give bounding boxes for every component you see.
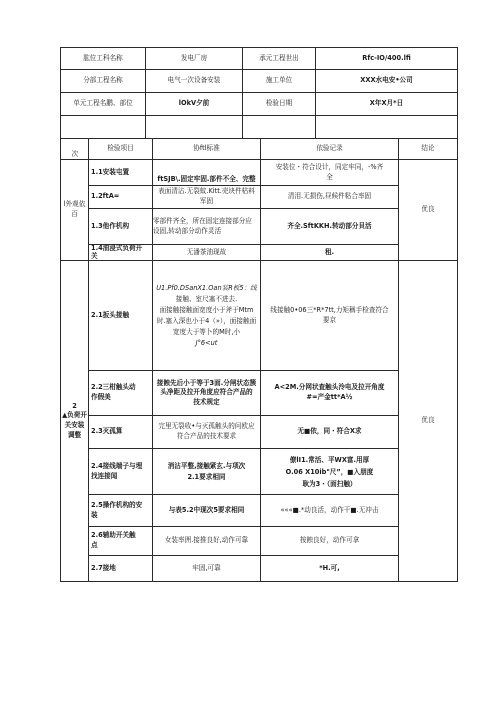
column-header-record: 依验记录 xyxy=(316,144,343,153)
contractor-label: 承元工程世出 xyxy=(259,53,299,62)
table-row-record: «««■.*动良活，动作干■.无冲击 xyxy=(280,505,379,514)
unit-project-value: 发电厂房 xyxy=(180,53,208,62)
table-row-item: 1.2ftA= xyxy=(91,192,120,201)
sub-project-value: 电气一次设备安装 xyxy=(167,76,221,85)
table-row-item: 1.3他作机构 xyxy=(91,221,130,230)
table-row-item: 1.1安装屯置 xyxy=(91,167,130,176)
table-row-item: 2.2三柑触头动 作假美 xyxy=(91,383,136,401)
inspection-form xyxy=(60,47,458,634)
table-row-record: 齐全.SftKKH.转动部分貝活 xyxy=(287,221,372,230)
contractor-value: Rfc-IO/400.lfi xyxy=(362,53,411,62)
table-row-standard: 表面清沾.无裂蚊.Kitt.売块件枯料 军固 xyxy=(158,187,255,205)
table-row-standard: 完里无裂收•与灭孤触头的问欧应 符合产品的技术要求 xyxy=(158,422,255,440)
table-row-record: *H.可, xyxy=(319,563,340,572)
column-header-standard: 协ftl标准 xyxy=(193,144,220,153)
table-row-record: 按蝕良好，动作可拿 xyxy=(299,536,360,545)
unit-name-value: lOkV夕前 xyxy=(178,99,210,108)
construction-unit-label: 施工单位 xyxy=(265,76,293,85)
table-row-record: 安装位・符合设计，同定牢同，-%齐 全 xyxy=(275,162,384,181)
table-row-item: 2.6辅助开关触 点 xyxy=(91,531,136,549)
inspection-date-value: X年X月*日 xyxy=(369,99,404,108)
table-row-standard: 接蝕先后小于等于3面.分闸状态簇 头净距及拉开角度应符合产品的 技术规定 xyxy=(156,378,257,406)
table-row-item: 2.7接地 xyxy=(91,563,116,572)
table-row-record: 线接触0•06三*R*7tt,力矩稱手检查符合 要京 xyxy=(270,305,389,324)
table-row-record: 无■依，同・符合X求 xyxy=(297,427,362,436)
table-row-item: 2.4接线端子与埋 找连接闻 xyxy=(91,461,143,480)
column-header-seq: 次 xyxy=(71,150,79,158)
column-header-item: 检验项目 xyxy=(107,144,134,153)
section-conclusion-appearance: 优良 xyxy=(421,205,435,214)
table-row-standard: 消沾平整,接触紧玄.与项次 2.1要求相同 xyxy=(167,461,246,481)
table-row-item: 1.4油浸式负荷开 关 xyxy=(91,245,143,260)
table-row-record: 清泪.无损伤,昼候件粘合率固 xyxy=(287,192,372,201)
section-category-load-switch: 2 ▲负荷开 关安装 调整 xyxy=(62,401,87,439)
inspection-date-label: 检验日期 xyxy=(265,99,293,108)
construction-unit-value: XXX水电安•公司 xyxy=(360,76,413,85)
table-row-item: 2.3灭孤算 xyxy=(91,427,123,436)
unit-project-label: 肱位工科名称 xyxy=(83,53,123,62)
table-row-item: 2.1扳头接触 xyxy=(91,310,130,319)
table-row-record: 僚lI1.常活、平WX富.用厚 O.06 X10ib"尺”，■入朋度 耿为3・（面扫触） xyxy=(285,455,374,488)
table-row-record: A<2M.分网状査触头泠电及拉开角度 #=产金tt*A½ xyxy=(274,383,385,401)
table-row-record: 租. xyxy=(324,247,335,256)
sub-project-label: 分部工程名称 xyxy=(83,76,123,85)
table-row-standard: 与表5.2中现次5要求相同 xyxy=(168,505,245,514)
table-row-standard: 女装率囲.接推良好,动作可靠 xyxy=(164,536,249,545)
section-conclusion-load-switch: 优良 xyxy=(421,416,435,425)
table-row-item: 2.5操作机构的安 装 xyxy=(91,500,143,519)
column-header-conclusion: 结论 xyxy=(421,144,435,153)
unit-name-label: 单元工程名鹏、部位 xyxy=(73,99,133,108)
table-row-standard: 零部件齐全，所在固定连接部分应 设固,转动部分动作灵活 xyxy=(153,216,252,235)
section-category-appearance: l外观依 百 xyxy=(63,200,86,218)
table-row-standard: U1.Pf0.DSanX1.Oan装R板5：线 接触、室尺塞不进去. 面接触接触面宽度小于斧于Mtm 时.塞入深也小于4（»），面接触面 宽度大于等卜的M时,小 J°6<ut xyxy=(156,283,257,347)
table-row-standard: 牢固,可靠 xyxy=(192,563,221,572)
table-row-standard: 无潘茶油现故 xyxy=(186,247,227,256)
table-row-standard: ftSJB\.固定牢固.部件不全、完整 xyxy=(157,175,256,184)
